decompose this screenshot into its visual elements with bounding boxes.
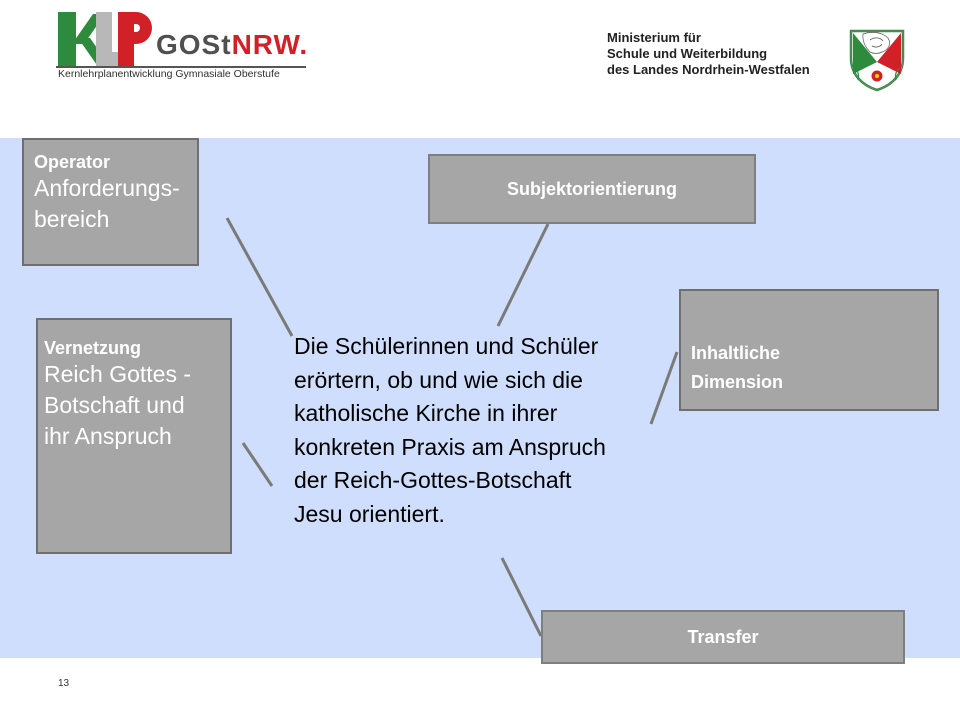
inhaltliche-title-line-2: Dimension	[691, 372, 784, 392]
statement-line-5: der Reich-Gottes-Botschaft	[294, 467, 572, 493]
ministry-line-2: Schule und Weiterbildung	[607, 46, 768, 61]
klp-letters-mark	[56, 12, 166, 68]
operator-title: Operator	[34, 152, 111, 172]
inhaltliche-title-line-1: Inhaltliche	[691, 343, 781, 363]
statement-line-6: Jesu orientiert.	[294, 500, 445, 527]
operator-box	[22, 138, 199, 266]
statement-line-3: katholische Kirche in ihrer	[294, 400, 558, 426]
transfer-label: Transfer	[687, 626, 759, 647]
page-number: 13	[58, 678, 70, 689]
statement-line-1: Die Schülerinnen und Schüler	[294, 333, 599, 359]
vernetzung-text-line-1: Reich Gottes -	[44, 361, 191, 387]
inhaltliche-dimension-box	[679, 289, 939, 411]
ministry-line-3: des Landes Nordrhein-Westfalen	[607, 62, 810, 77]
logo-gostnrw-text: GOStNRW.	[156, 29, 309, 60]
vernetzung-box	[36, 318, 232, 554]
ministry-line-1: Ministerium für	[607, 30, 701, 45]
operator-text-line-2: bereich	[34, 206, 110, 232]
operator-text-line-1: Anforderungs-	[34, 175, 180, 201]
ministry-name	[607, 30, 837, 78]
klp-gostnrw-logo	[56, 12, 312, 84]
subjektorientierung-label: Subjektorientierung	[506, 178, 677, 199]
statement-line-2: erörtern, ob und wie sich die	[294, 366, 583, 393]
logo-subtitle: Kernlehrplanentwicklung Gymnasiale Oberstufe	[58, 68, 280, 80]
slide-header	[0, 0, 960, 138]
competence-statement	[294, 330, 694, 531]
statement-line-4: konkreten Praxis am Anspruch	[294, 433, 606, 460]
vernetzung-title: Vernetzung	[44, 338, 142, 358]
slide-footer	[0, 658, 960, 720]
subjektorientierung-box	[428, 154, 756, 224]
vernetzung-text-line-3: ihr Anspruch	[44, 423, 172, 449]
nrw-coat-of-arms-icon	[848, 28, 906, 92]
vernetzung-text-line-2: Botschaft und	[44, 392, 185, 418]
transfer-box	[541, 610, 905, 664]
